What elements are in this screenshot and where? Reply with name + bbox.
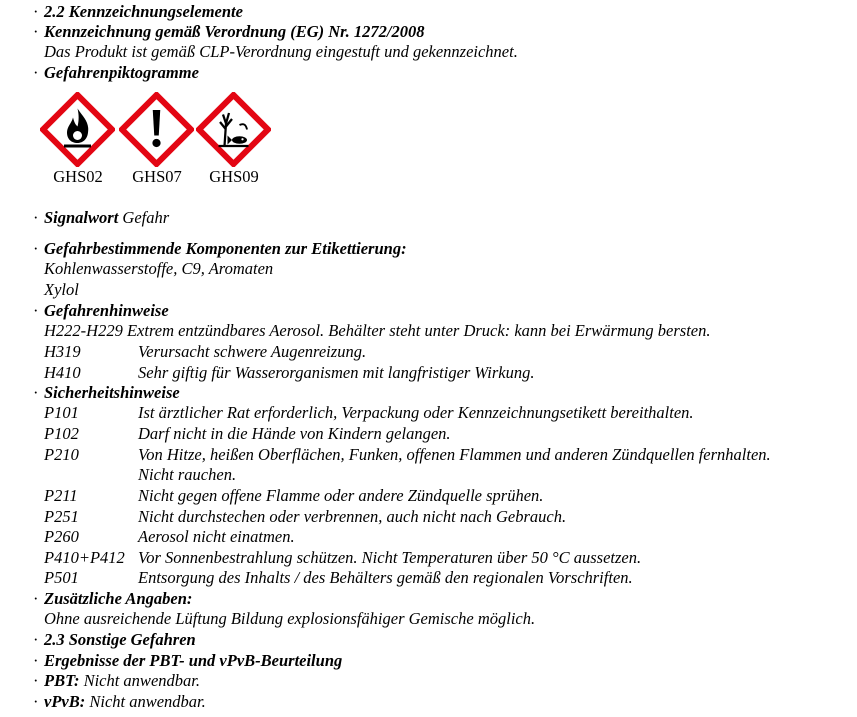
- precaution-text: Nicht durchstechen oder verbrennen, auch nicht nach Gebrauch.: [138, 507, 567, 526]
- pbt-heading: · Ergebnisse der PBT- und vPvB-Beurteilung: [33, 651, 343, 670]
- precaution-code: P211: [44, 486, 78, 505]
- precaution-text: Aerosol nicht einatmen.: [138, 527, 295, 546]
- precaution-code: P501: [44, 568, 79, 587]
- precaution-code: P101: [44, 403, 79, 422]
- precaution-heading: · Sicherheitshinweise: [33, 383, 180, 402]
- precaution-code: P251: [44, 507, 79, 526]
- exclamation-mark-icon: [119, 92, 194, 167]
- pictogram-label-ghs02: GHS02: [53, 167, 103, 186]
- flame-icon: [40, 92, 115, 167]
- label-text: Das Produkt ist gemäß CLP-Verordnung eingestuft und gekennzeichnet.: [44, 42, 518, 61]
- precaution-text: Vor Sonnenbestrahlung schützen. Nicht Temperaturen über 50 °C aussetzen.: [138, 548, 642, 567]
- precaution-code: P102: [44, 424, 79, 443]
- pbt-result: · PBT: Nicht anwendbar.: [33, 671, 200, 690]
- precaution-code: P210: [44, 445, 79, 464]
- precaution-text: Von Hitze, heißen Oberflächen, Funken, offenen Flammen und anderen Zündquellen fernhalten.: [138, 445, 771, 464]
- pictogram-label-ghs07: GHS07: [132, 167, 182, 186]
- precaution-code: P260: [44, 527, 79, 546]
- label-heading: · Kennzeichnung gemäß Verordnung (EG) Nr. 1272/2008: [33, 22, 425, 41]
- hazard-code: H410: [44, 363, 81, 382]
- precaution-text: Nicht gegen offene Flamme oder andere Zündquelle sprühen.: [138, 486, 544, 505]
- precaution-code: P410+P412: [44, 548, 125, 567]
- pictogram-label-ghs09: GHS09: [209, 167, 259, 186]
- precaution-text: Darf nicht in die Hände von Kindern gelangen.: [138, 424, 451, 443]
- pictograms-heading: · Gefahrenpiktogramme: [33, 63, 199, 82]
- additional-text: Ohne ausreichende Lüftung Bildung explosionsfähiger Gemische möglich.: [44, 609, 536, 628]
- component-item: Xylol: [44, 280, 79, 299]
- additional-heading: · Zusätzliche Angaben:: [33, 589, 193, 608]
- precaution-text: Entsorgung des Inhalts / des Behälters gemäß den regionalen Vorschriften.: [138, 568, 633, 587]
- environment-icon: [196, 92, 271, 167]
- precaution-text: Ist ärztlicher Rat erforderlich, Verpackung oder Kennzeichnungsetikett bereithalten.: [138, 403, 694, 422]
- signal-word: · Signalwort Gefahr: [33, 208, 170, 227]
- components-heading: · Gefahrbestimmende Komponenten zur Etikettierung:: [33, 239, 407, 258]
- component-item: Kohlenwasserstoffe, C9, Aromaten: [44, 259, 274, 278]
- hazard-code: H319: [44, 342, 81, 361]
- hazard-heading: · Gefahrenhinweise: [33, 301, 169, 320]
- section-2-3-title: · 2.3 Sonstige Gefahren: [33, 630, 196, 649]
- vpvb-result: · vPvB: Nicht anwendbar.: [33, 692, 206, 711]
- hazard-text: Sehr giftig für Wasserorganismen mit langfristiger Wirkung.: [138, 363, 535, 382]
- hazard-text: Verursacht schwere Augenreizung.: [138, 342, 367, 361]
- section-2-2-title: · 2.2 Kennzeichnungselemente: [33, 2, 243, 21]
- precaution-text-continued: Nicht rauchen.: [138, 465, 237, 484]
- hazard-statement-h222-h229: H222-H229 Extrem entzündbares Aerosol. Behälter steht unter Druck: kann bei Erwärmung bersten.: [44, 321, 711, 340]
